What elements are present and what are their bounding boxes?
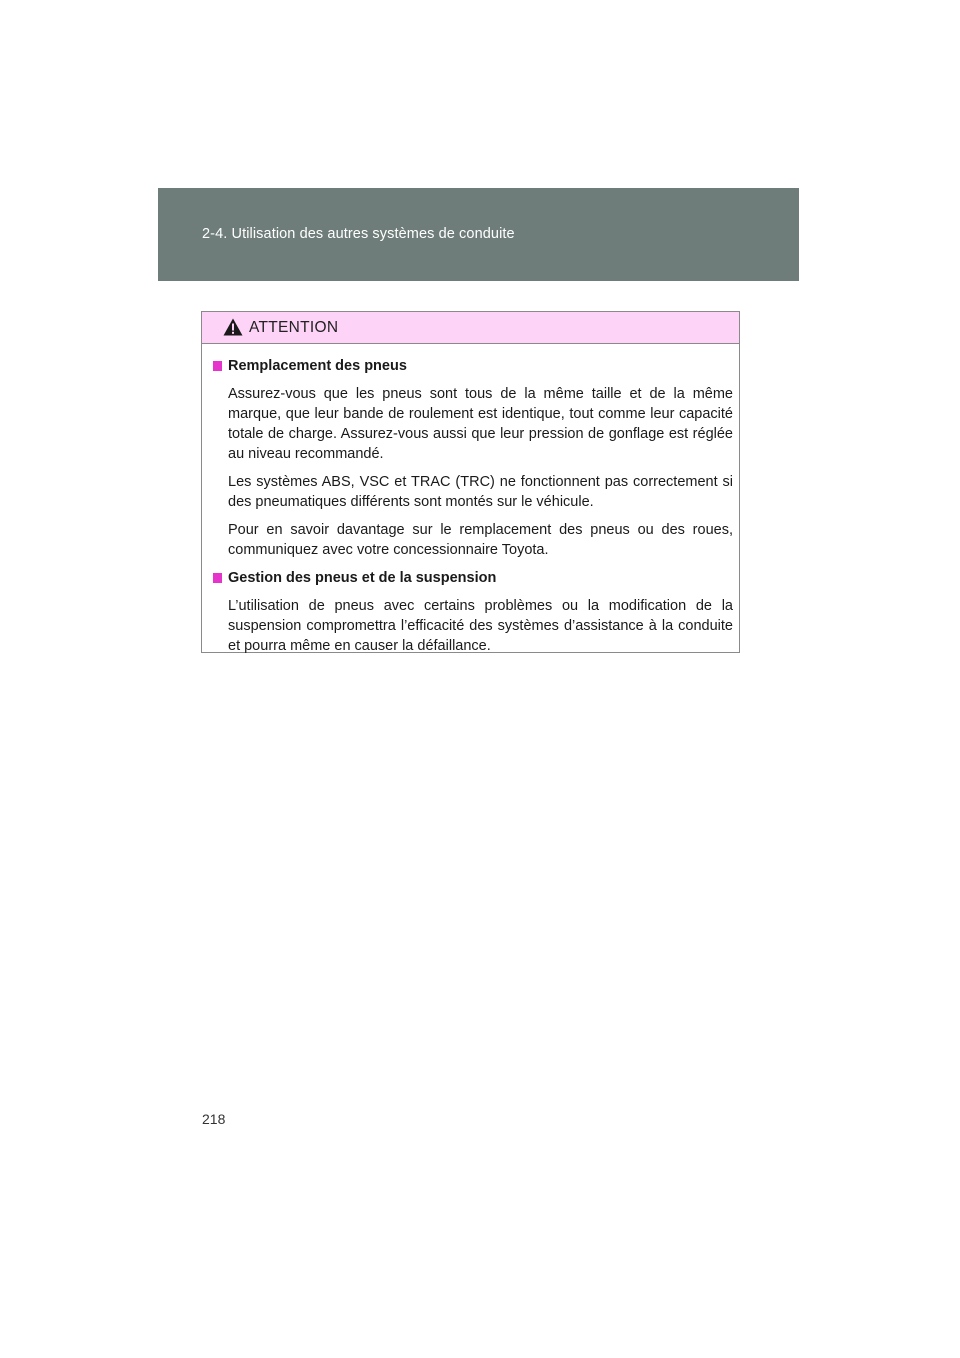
section-heading bbox=[213, 568, 733, 588]
bullet-square-icon bbox=[213, 573, 222, 583]
section-heading-text: Remplacement des pneus bbox=[228, 358, 407, 374]
section-heading-text: Gestion des pneus et de la suspension bbox=[228, 570, 497, 586]
warning-label: ATTENTION bbox=[249, 319, 339, 336]
paragraph: Assurez-vous que les pneus sont tous de la même taille et de la même marque, que leur bande de roulement est identique, tout comme leur capacité totale de charge. Assurez-vous aussi que leur pression de gonflage est réglée au niveau recommandé. bbox=[228, 386, 733, 462]
warning-body bbox=[202, 344, 739, 656]
bullet-square-icon bbox=[213, 361, 222, 371]
paragraph: Pour en savoir davantage sur le remplacement des pneus ou des roues, communiquez avec votre concessionnaire Toyota. bbox=[228, 522, 733, 558]
warning-header bbox=[202, 312, 739, 344]
page-number: 218 bbox=[202, 1111, 226, 1127]
section-heading bbox=[213, 356, 733, 376]
chapter-header-band bbox=[158, 188, 799, 281]
paragraph: Les systèmes ABS, VSC et TRAC (TRC) ne fonctionnent pas correctement si des pneumatiques différents sont montés sur le véhicule. bbox=[228, 474, 733, 510]
warning-triangle-icon bbox=[223, 318, 243, 336]
paragraph: L’utilisation de pneus avec certains problèmes ou la modification de la suspension compromettra l’efficacité des systèmes d’assistance à la conduite et pourra même en causer la défaillance. bbox=[228, 598, 733, 654]
warning-box bbox=[201, 311, 740, 653]
section-title: 2-4. Utilisation des autres systèmes de conduite bbox=[202, 226, 515, 242]
section-tire-suspension bbox=[213, 568, 733, 656]
section-tire-replacement bbox=[213, 356, 733, 560]
